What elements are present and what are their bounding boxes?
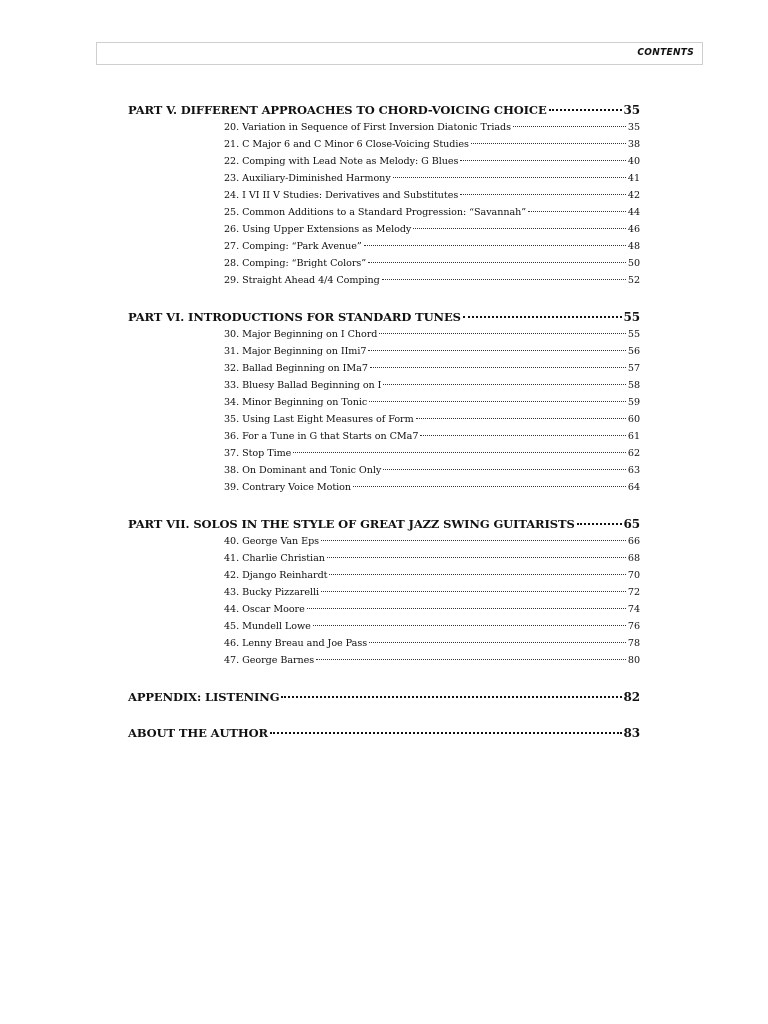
dot-leader [549,109,622,111]
toc-about-author [128,726,640,744]
entry-page-number: 63 [627,465,640,476]
table-of-contents [128,103,640,762]
entry-title: 31. Major Beginning on IImi7 [224,346,367,357]
entry-page-number: 48 [627,241,640,252]
toc-entry[interactable] [224,224,640,241]
part-heading[interactable] [128,726,640,744]
dot-leader [329,574,625,575]
entry-title: 44. Oscar Moore [224,604,305,615]
toc-entry[interactable] [224,553,640,570]
dot-leader [313,625,626,626]
dot-leader [379,333,626,334]
toc-entry[interactable] [224,380,640,397]
toc-part-5 [128,103,640,292]
dot-leader [393,177,626,178]
toc-entry[interactable] [224,604,640,621]
toc-entry[interactable] [224,448,640,465]
dot-leader [471,143,626,144]
dot-leader [460,194,626,195]
part-page-number: 83 [623,726,640,740]
entry-page-number: 56 [627,346,640,357]
entry-page-number: 57 [627,363,640,374]
part-heading[interactable] [128,517,640,535]
toc-entry[interactable] [224,414,640,431]
dot-leader [321,540,626,541]
toc-entry[interactable] [224,482,640,499]
dot-leader [382,279,626,280]
dot-leader [281,696,621,698]
toc-part-7 [128,517,640,672]
dot-leader [369,642,626,643]
part-page-number: 35 [623,103,640,117]
entry-title: 41. Charlie Christian [224,553,325,564]
dot-leader [420,435,626,436]
dot-leader [353,486,626,487]
part-page-number: 55 [623,310,640,324]
dot-leader [327,557,626,558]
toc-entry[interactable] [224,241,640,258]
dot-leader [293,452,626,453]
entry-title: 33. Bluesy Ballad Beginning on I [224,380,382,391]
entry-title: 20. Variation in Sequence of First Inversion Diatonic Triads [224,122,511,133]
part-page-number: 82 [623,690,640,704]
toc-entry[interactable] [224,173,640,190]
toc-entry[interactable] [224,275,640,292]
entry-page-number: 78 [627,638,640,649]
entry-title: 26. Using Upper Extensions as Melody [224,224,412,235]
dot-leader [316,659,626,660]
toc-entry[interactable] [224,397,640,414]
dot-leader [270,732,621,734]
entry-page-number: 41 [627,173,640,184]
chapter-list [128,536,640,672]
dot-leader [416,418,626,419]
entry-page-number: 61 [627,431,640,442]
toc-entry[interactable] [224,621,640,638]
toc-entry[interactable] [224,536,640,553]
entry-page-number: 62 [627,448,640,459]
entry-title: 25. Common Additions to a Standard Progression: “Savannah” [224,207,527,218]
dot-leader [513,126,626,127]
entry-page-number: 55 [627,329,640,340]
part-heading[interactable] [128,690,640,708]
entry-title: 30. Major Beginning on I Chord [224,329,378,340]
dot-leader [528,211,626,212]
toc-entry[interactable] [224,156,640,173]
dot-leader [368,262,626,263]
entry-page-number: 52 [627,275,640,286]
entry-title: 29. Straight Ahead 4/4 Comping [224,275,380,286]
part-heading[interactable] [128,103,640,121]
part-title: APPENDIX: LISTENING [128,690,280,704]
toc-entry[interactable] [224,139,640,156]
entry-page-number: 76 [627,621,640,632]
toc-entry[interactable] [224,207,640,224]
entry-page-number: 58 [627,380,640,391]
entry-title: 35. Using Last Eight Measures of Form [224,414,414,425]
toc-entry[interactable] [224,190,640,207]
toc-entry[interactable] [224,329,640,346]
entry-title: 34. Minor Beginning on Tonic [224,397,368,408]
part-page-number: 65 [623,517,640,531]
entry-title: 36. For a Tune in G that Starts on CMa7 [224,431,419,442]
dot-leader [307,608,626,609]
dot-leader [460,160,625,161]
toc-entry[interactable] [224,587,640,604]
part-title: ABOUT THE AUTHOR [128,726,269,740]
entry-page-number: 72 [627,587,640,598]
dot-leader [369,401,626,402]
entry-title: 37. Stop Time [224,448,292,459]
entry-page-number: 68 [627,553,640,564]
dot-leader [383,469,626,470]
entry-title: 42. Django Reinhardt [224,570,328,581]
entry-page-number: 35 [627,122,640,133]
toc-entry[interactable] [224,346,640,363]
toc-entry[interactable] [224,465,640,482]
toc-entry[interactable] [224,570,640,587]
toc-entry[interactable] [224,638,640,655]
entry-title: 38. On Dominant and Tonic Only [224,465,382,476]
entry-title: 24. I VI II V Studies: Derivatives and Substitutes [224,190,459,201]
part-title: PART VII. SOLOS IN THE STYLE OF GREAT JAZZ SWING GUITARISTS [128,517,575,531]
header-title: CONTENTS [637,47,694,58]
entry-title: 47. George Barnes [224,655,315,666]
dot-leader [321,591,626,592]
dot-leader [413,228,626,229]
dot-leader [370,367,626,368]
entry-page-number: 59 [627,397,640,408]
entry-title: 32. Ballad Beginning on IMa7 [224,363,368,374]
entry-page-number: 40 [627,156,640,167]
entry-page-number: 66 [627,536,640,547]
entry-title: 43. Bucky Pizzarelli [224,587,320,598]
chapter-list [128,122,640,292]
entry-page-number: 74 [627,604,640,615]
running-header [96,42,703,65]
entry-title: 23. Auxiliary-Diminished Harmony [224,173,391,184]
entry-title: 21. C Major 6 and C Minor 6 Close-Voicing Studies [224,139,469,150]
entry-title: 40. George Van Eps [224,536,320,547]
entry-page-number: 70 [627,570,640,581]
dot-leader [364,245,626,246]
entry-page-number: 64 [627,482,640,493]
entry-title: 46. Lenny Breau and Joe Pass [224,638,368,649]
toc-appendix [128,690,640,708]
entry-page-number: 80 [627,655,640,666]
part-title: PART V. DIFFERENT APPROACHES TO CHORD-VOICING CHOICE [128,103,547,117]
dot-leader [383,384,625,385]
entry-page-number: 38 [627,139,640,150]
toc-entry[interactable] [224,122,640,139]
toc-entry[interactable] [224,363,640,380]
part-title: PART VI. INTRODUCTIONS FOR STANDARD TUNES [128,310,461,324]
toc-part-6 [128,310,640,499]
entry-page-number: 50 [627,258,640,269]
entry-page-number: 44 [627,207,640,218]
entry-page-number: 46 [627,224,640,235]
entry-title: 22. Comping with Lead Note as Melody: G Blues [224,156,459,167]
entry-title: 27. Comping: “Park Avenue” [224,241,362,252]
chapter-list [128,329,640,499]
entry-title: 28. Comping: “Bright Colors” [224,258,367,269]
toc-entry[interactable] [224,655,640,672]
part-heading[interactable] [128,310,640,328]
dot-leader [368,350,625,351]
toc-entry[interactable] [224,258,640,275]
dot-leader [577,523,622,525]
entry-title: 45. Mundell Lowe [224,621,311,632]
entry-page-number: 42 [627,190,640,201]
entry-page-number: 60 [627,414,640,425]
entry-title: 39. Contrary Voice Motion [224,482,352,493]
dot-leader [463,316,622,318]
toc-entry[interactable] [224,431,640,448]
